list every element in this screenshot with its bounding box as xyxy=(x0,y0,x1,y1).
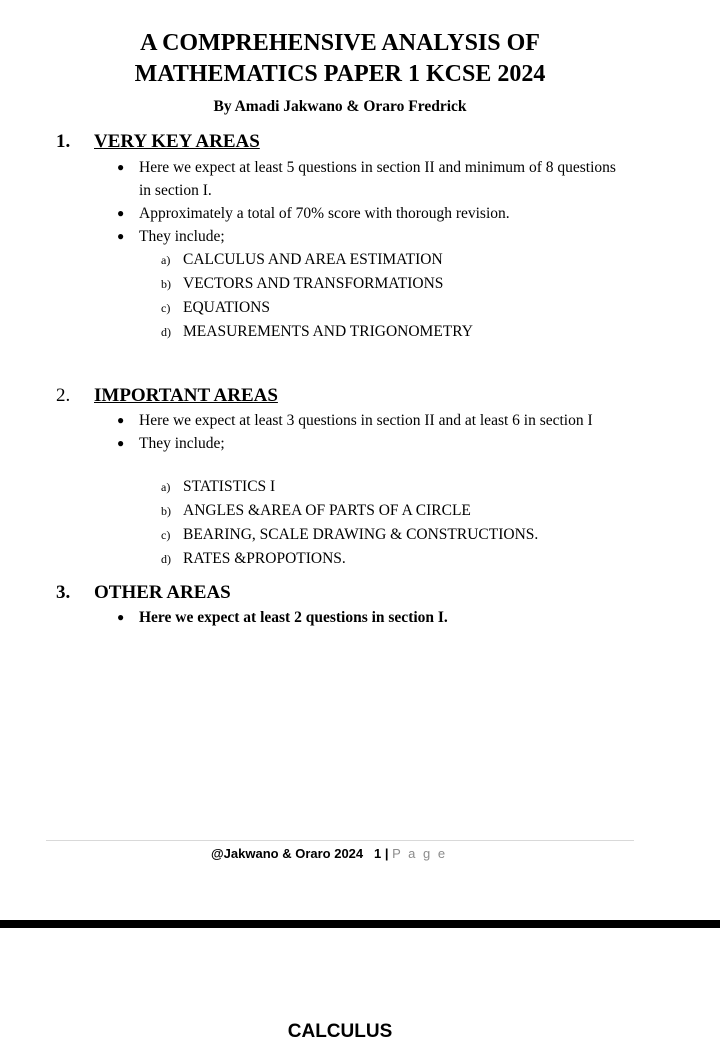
bullet-icon: ● xyxy=(117,413,125,427)
section-number: 1. xyxy=(56,131,71,152)
footer-divider xyxy=(46,840,634,841)
footer-separator: | xyxy=(384,846,389,861)
section-number: 2. xyxy=(56,385,71,406)
document-title xyxy=(0,28,680,90)
bullet-icon: ● xyxy=(117,610,125,624)
section-1-topics xyxy=(161,248,473,344)
list-item: ● Here we expect at least 3 questions in section II and at least 6 in section I xyxy=(112,409,622,432)
section-1-bullets xyxy=(112,156,622,248)
page-footer xyxy=(211,846,447,861)
section-title: VERY KEY AREAS xyxy=(94,131,260,152)
bullet-icon: ● xyxy=(117,229,125,243)
topic-item: b) ANGLES &AREA OF PARTS OF A CIRCLE xyxy=(161,502,471,519)
title-line-2: MATHEMATICS PAPER 1 KCSE 2024 xyxy=(134,61,546,87)
next-page-heading: CALCULUS xyxy=(287,1021,393,1042)
topic-item: c) EQUATIONS xyxy=(161,299,270,316)
section-2-bullets xyxy=(112,409,622,455)
topic-item: b) VECTORS AND TRANSFORMATIONS xyxy=(161,275,444,292)
bullet-icon: ● xyxy=(117,206,125,220)
topic-item: d) MEASUREMENTS AND TRIGONOMETRY xyxy=(161,323,473,340)
section-2-heading xyxy=(56,385,278,407)
topic-item: a) STATISTICS I xyxy=(161,478,276,495)
list-item: ● Here we expect at least 2 questions in section I. xyxy=(112,606,622,629)
section-1-heading xyxy=(56,131,260,153)
section-title: OTHER AREAS xyxy=(94,582,231,603)
page-number: 1 xyxy=(373,846,382,861)
topic-item: a) CALCULUS AND AREA ESTIMATION xyxy=(161,251,443,268)
page-break-bar xyxy=(0,920,720,928)
topic-item: d) RATES &PROPOTIONS. xyxy=(161,550,346,567)
topic-item: c) BEARING, SCALE DRAWING & CONSTRUCTIONS. xyxy=(161,526,539,543)
list-item: ● Approximately a total of 70% score with thorough revision. xyxy=(112,202,622,225)
section-3-heading xyxy=(56,582,231,604)
section-title: IMPORTANT AREAS xyxy=(94,385,278,406)
bullet-icon: ● xyxy=(117,436,125,450)
section-2-topics xyxy=(161,475,538,571)
authors-line: By Amadi Jakwano & Oraro Fredrick xyxy=(213,98,467,115)
bullet-icon: ● xyxy=(117,160,125,174)
section-3-bullets xyxy=(112,606,622,629)
footer-credit: @Jakwano & Oraro 2024 xyxy=(211,846,364,861)
title-line-1: A COMPREHENSIVE ANALYSIS OF xyxy=(140,30,540,56)
list-item: ● They include; xyxy=(112,432,622,455)
section-number: 3. xyxy=(56,582,71,603)
list-item: ● Here we expect at least 5 questions in section II and minimum of 8 questions in section I. xyxy=(112,156,622,202)
list-item: ● They include; xyxy=(112,225,622,248)
page-label: P a g e xyxy=(392,846,448,861)
